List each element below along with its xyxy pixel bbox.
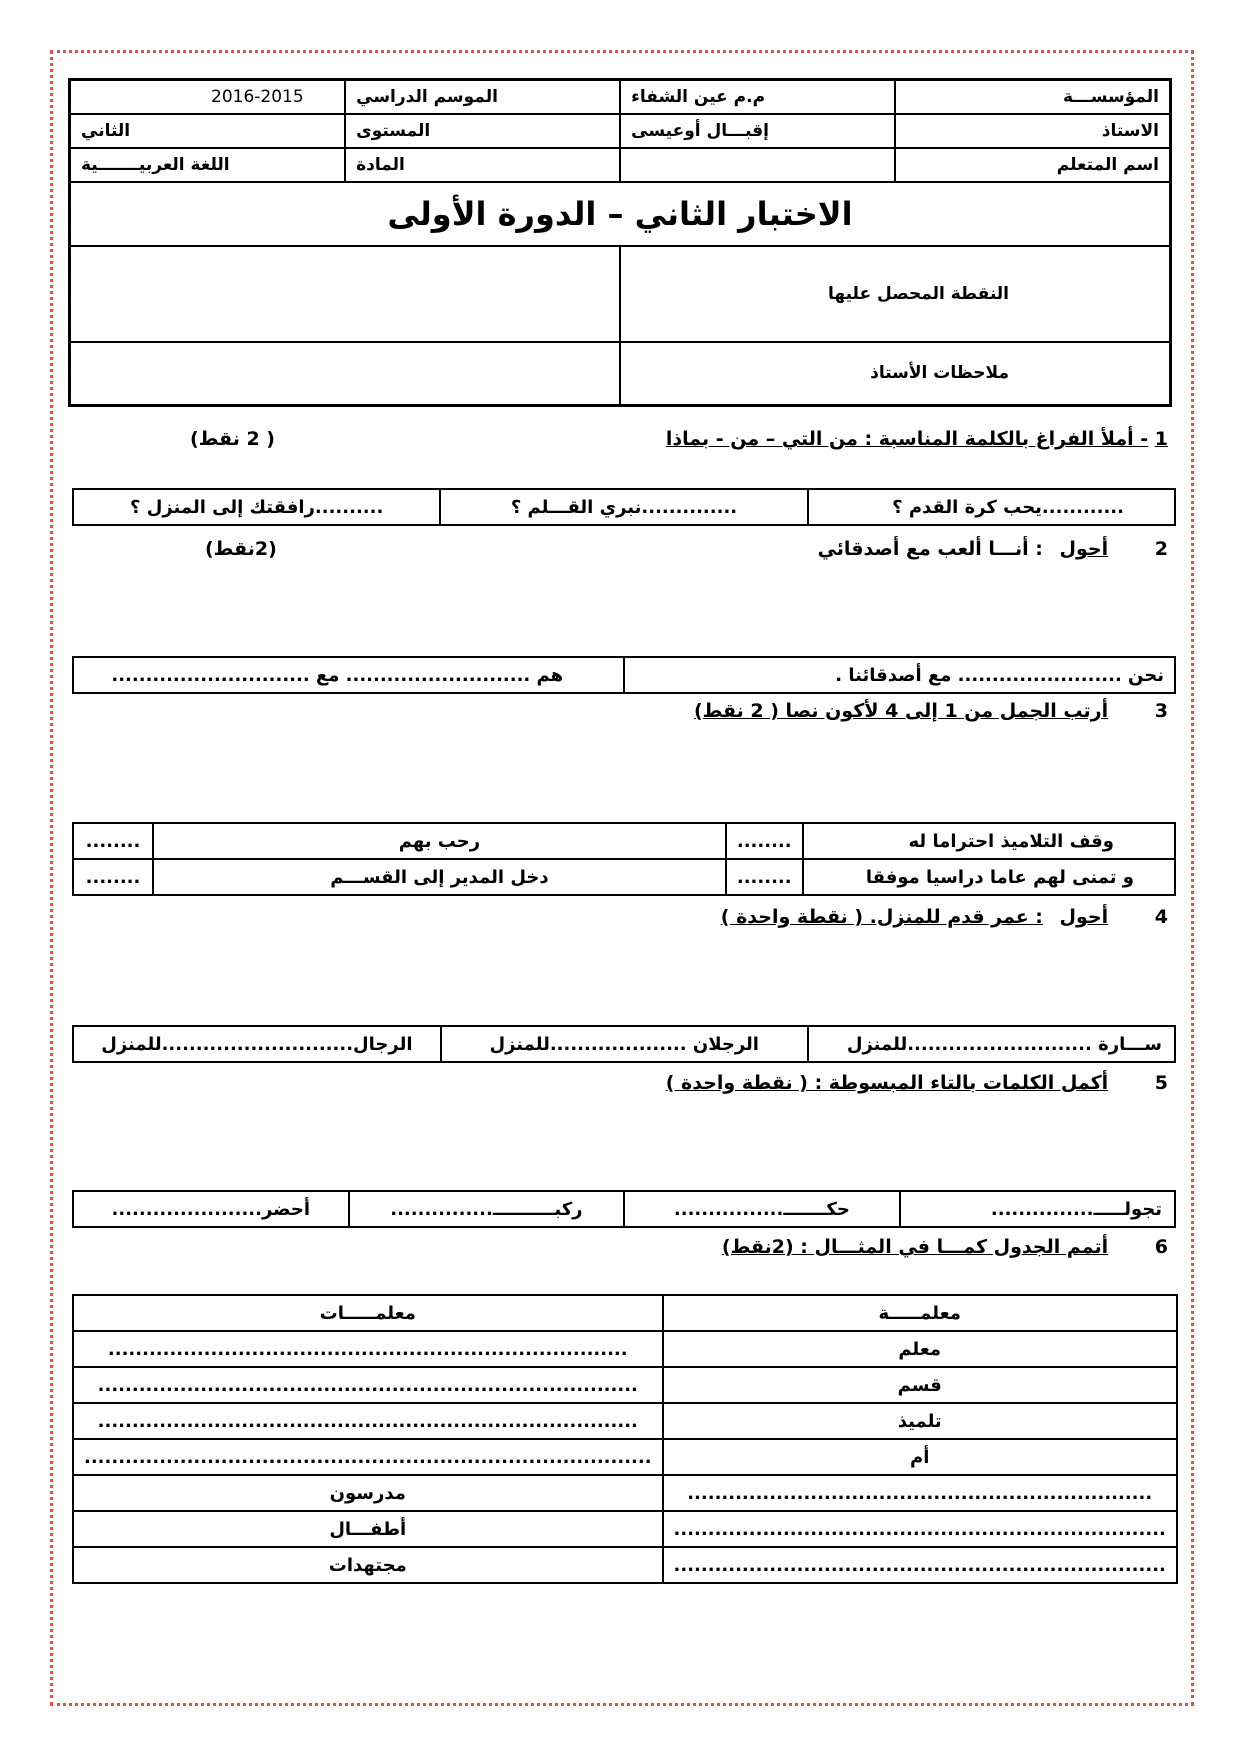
q3-order-blank[interactable]: ........ [73,823,153,859]
q2-text: : أنـــا ألعب مع أصدقائي [817,538,1043,560]
season-label: الموسم الدراسي [345,80,620,114]
q2-label: أحول [1059,538,1109,560]
q3-table [72,822,1176,896]
notes-label: ملاحظات الأستاذ [620,342,1170,406]
q3-sentence: دخل المدير إلى القســـم [153,859,726,895]
q5-cell-3[interactable]: ركبــــــــــ............... [349,1191,625,1227]
teacher-label: الاستاذ [895,114,1170,148]
q6-cell[interactable]: ............................................................................... [73,1367,663,1403]
q6-cell: أطفـــال [73,1511,663,1547]
q5-table [72,1190,1176,1228]
q4-table [72,1025,1176,1063]
q6-cell: أم [663,1439,1177,1475]
q4-number: 4 [1154,906,1168,928]
institution-value: م.م عين الشفاء [620,80,895,114]
q6-row [73,1367,1177,1403]
q2-instruction [818,538,1168,560]
q5-cell-4[interactable]: أحضر...................... [73,1191,349,1227]
q6-row [73,1511,1177,1547]
q3-text: أرتب الجمل من 1 إلى 4 لأكون نصا ( 2 نقط) [693,700,1109,722]
q6-cell[interactable]: ........................................................................ [663,1547,1177,1583]
q3-instruction [694,700,1168,722]
q6-cell: قسم [663,1367,1177,1403]
subject-value: اللغة العربيـــــــية [70,148,346,182]
season-value: 2016-2015 [70,80,346,114]
q3-row [73,859,1175,895]
q6-row [73,1331,1177,1367]
q1-instruction [666,428,1168,450]
q4-cell-2[interactable]: الرجلان ....................للمنزل [441,1026,808,1062]
q6-number: 6 [1154,1236,1168,1258]
q6-row [73,1439,1177,1475]
q6-text: أتمم الجدول كمـــا في المثـــال : (2نقط) [721,1236,1109,1258]
q1-number: 1 [1154,428,1168,450]
q1-cell-1[interactable]: ............يحب كرة القدم ؟ [808,489,1175,525]
q3-number: 3 [1154,700,1168,722]
q3-row [73,823,1175,859]
q1-points: ( 2 نقط) [190,428,275,450]
q4-cell-1[interactable]: ســـارة ...........................للمنزل [808,1026,1175,1062]
q4-label: أحول [1059,906,1109,928]
header-table [68,78,1172,407]
q1-cell-2[interactable]: ..............نبري القـــلم ؟ [440,489,807,525]
student-label: اسم المتعلم [895,148,1170,182]
teacher-value: إقبـــال أوعيسى [620,114,895,148]
q6-header-plural: معلمـــــات [73,1295,663,1331]
q5-cell-1[interactable]: تجولـــــ............... [900,1191,1175,1227]
q4-text: : عمر قدم للمنزل. ( نقطة واحدة ) [720,906,1043,928]
q1-cell-3[interactable]: ..........رافقتك إلى المنزل ؟ [73,489,440,525]
q2-cell-2[interactable]: هم ........................... مع ............................. [73,657,624,693]
q6-instruction [722,1236,1168,1258]
q1-table [72,488,1176,526]
level-value: الثاني [70,114,346,148]
q3-order-blank[interactable]: ........ [726,823,803,859]
q3-order-blank[interactable]: ........ [73,859,153,895]
q6-cell[interactable]: .................................................................... [663,1475,1177,1511]
q6-header-singular: معلمـــــة [663,1295,1177,1331]
q6-cell: معلم [663,1331,1177,1367]
q6-cell: تلميذ [663,1403,1177,1439]
q6-cell: مجتهدات [73,1547,663,1583]
q6-cell[interactable]: ............................................................................... [73,1403,663,1439]
q5-instruction [666,1072,1168,1094]
level-label: المستوى [345,114,620,148]
q5-cell-2[interactable]: حكـــــــ................ [624,1191,899,1227]
q3-sentence: رحب بهم [153,823,726,859]
q3-sentence: و تمنى لهم عاما دراسيا موفقا [803,859,1175,895]
q2-points: (2نقط) [205,538,277,560]
q6-row [73,1403,1177,1439]
q6-cell: مدرسون [73,1475,663,1511]
grade-label: النقطة المحصل عليها [620,246,1170,342]
grade-field[interactable] [70,246,621,342]
notes-field[interactable] [70,342,621,406]
exam-title: الاختبار الثاني – الدورة الأولى [70,182,1171,246]
q1-text: - أملأ الفراغ بالكلمة المناسبة : من التي – من - بماذا [665,428,1149,450]
q6-row [73,1475,1177,1511]
q6-cell[interactable]: ................................................................................... [73,1439,663,1475]
q3-sentence: وقف التلاميذ احتراما له [803,823,1175,859]
institution-label: المؤسســـة [895,80,1170,114]
subject-label: المادة [345,148,620,182]
q3-order-blank[interactable]: ........ [726,859,803,895]
q4-instruction [721,906,1168,928]
q2-number: 2 [1154,538,1168,560]
q5-number: 5 [1154,1072,1168,1094]
q5-text: أكمل الكلمات بالتاء المبسوطة : ( نقطة واحدة ) [665,1072,1109,1094]
q4-cell-3[interactable]: الرجال............................للمنزل [73,1026,441,1062]
q2-cell-1[interactable]: نحن ........................ مع أصدقائنا . [624,657,1175,693]
q6-row [73,1547,1177,1583]
student-name-field[interactable] [620,148,895,182]
q6-cell[interactable]: ............................................................................ [73,1331,663,1367]
q2-table [72,656,1176,694]
q6-table [72,1294,1178,1584]
q6-cell[interactable]: ........................................................................ [663,1511,1177,1547]
